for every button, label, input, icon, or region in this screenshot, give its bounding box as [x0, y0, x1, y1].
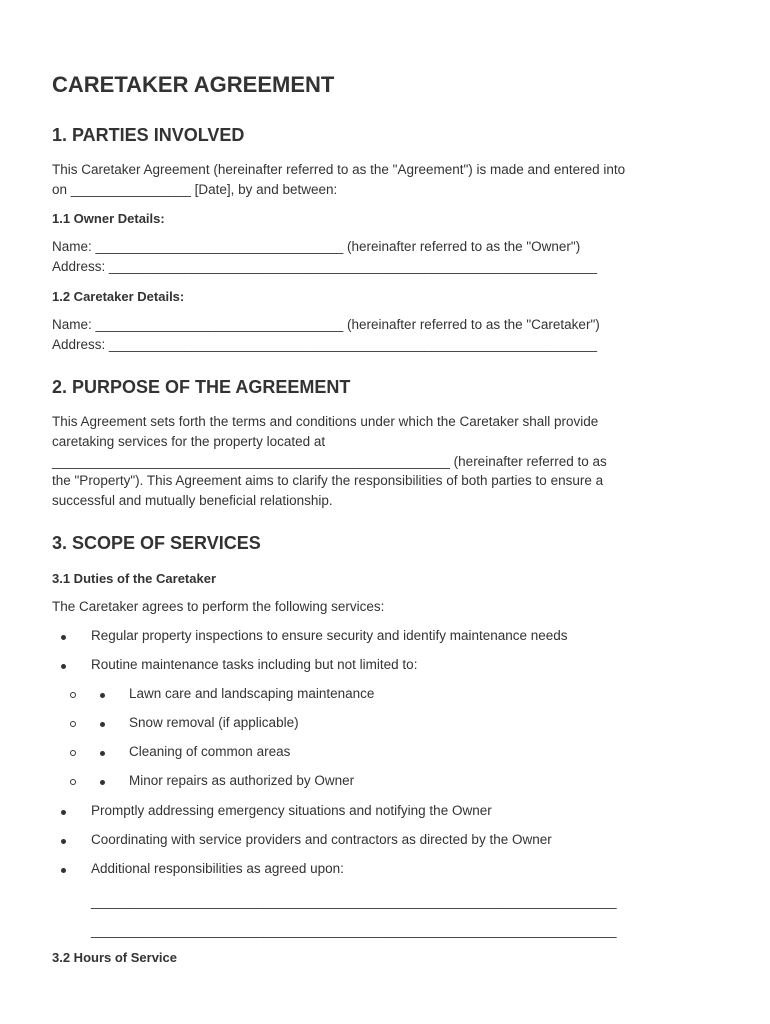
intro-line-1: This Caretaker Agreement (hereinafter referred to as the "Agreement") is made and entered into — [52, 162, 626, 177]
caretaker-details-heading: 1.2 Caretaker Details: — [52, 289, 185, 304]
caretaker-address-field: Address: _________________________________________________________________ — [52, 337, 598, 352]
list-item: Routine maintenance tasks including but not limited to: — [91, 657, 418, 672]
owner-details-heading: 1.1 Owner Details: — [52, 211, 165, 226]
intro-line-2: on ________________ [Date], by and between: — [52, 182, 338, 197]
sub-bullet-circle — [70, 721, 76, 727]
document-title: CARETAKER AGREEMENT — [52, 72, 335, 97]
owner-name-field: Name: _________________________________ (hereinafter referred to as the "Owner") — [52, 239, 581, 254]
list-item: Regular property inspections to ensure security and identify maintenance needs — [91, 628, 568, 643]
purpose-line-4: the "Property"). This Agreement aims to clarify the responsibilities of both parties to ensure a — [52, 473, 604, 488]
purpose-line-2: caretaking services for the property located at — [52, 434, 326, 449]
purpose-line-1: This Agreement sets forth the terms and conditions under which the Caretaker shall provide — [52, 414, 599, 429]
bullet-dot — [61, 664, 66, 669]
bullet-dot — [100, 751, 105, 756]
duties-heading: 3.1 Duties of the Caretaker — [52, 571, 217, 586]
blank-line: ______________________________________________________________________ — [91, 894, 617, 909]
list-item: Additional responsibilities as agreed upon: — [91, 861, 344, 876]
bullet-dot — [61, 810, 66, 815]
list-item: Cleaning of common areas — [129, 744, 291, 759]
sub-bullet-circle — [70, 692, 76, 698]
purpose-line-3: _____________________________________________________ (hereinafter referred to as — [52, 454, 607, 469]
owner-address-field: Address: _________________________________________________________________ — [52, 259, 598, 274]
list-item: Promptly addressing emergency situations and notifying the Owner — [91, 803, 492, 818]
duties-intro: The Caretaker agrees to perform the following services: — [52, 599, 385, 614]
bullet-dot — [61, 839, 66, 844]
bullet-dot — [100, 693, 105, 698]
list-item: Lawn care and landscaping maintenance — [129, 686, 375, 701]
hours-of-service-heading: 3.2 Hours of Service — [52, 950, 177, 965]
blank-line: ______________________________________________________________________ — [91, 923, 617, 938]
section-1-heading: 1. PARTIES INVOLVED — [52, 125, 245, 145]
sub-bullet-circle — [70, 779, 76, 785]
caretaker-name-field: Name: _________________________________ (hereinafter referred to as the "Caretaker") — [52, 317, 600, 332]
purpose-line-5: successful and mutually beneficial relationship. — [52, 493, 333, 508]
list-item: Minor repairs as authorized by Owner — [129, 773, 355, 788]
bullet-dot — [100, 780, 105, 785]
sub-bullet-circle — [70, 750, 76, 756]
section-2-heading: 2. PURPOSE OF THE AGREEMENT — [52, 377, 351, 397]
list-item: Snow removal (if applicable) — [129, 715, 299, 730]
bullet-dot — [100, 722, 105, 727]
section-3-heading: 3. SCOPE OF SERVICES — [52, 533, 261, 553]
bullet-dot — [61, 635, 66, 640]
list-item: Coordinating with service providers and contractors as directed by the Owner — [91, 832, 552, 847]
bullet-dot — [61, 868, 66, 873]
